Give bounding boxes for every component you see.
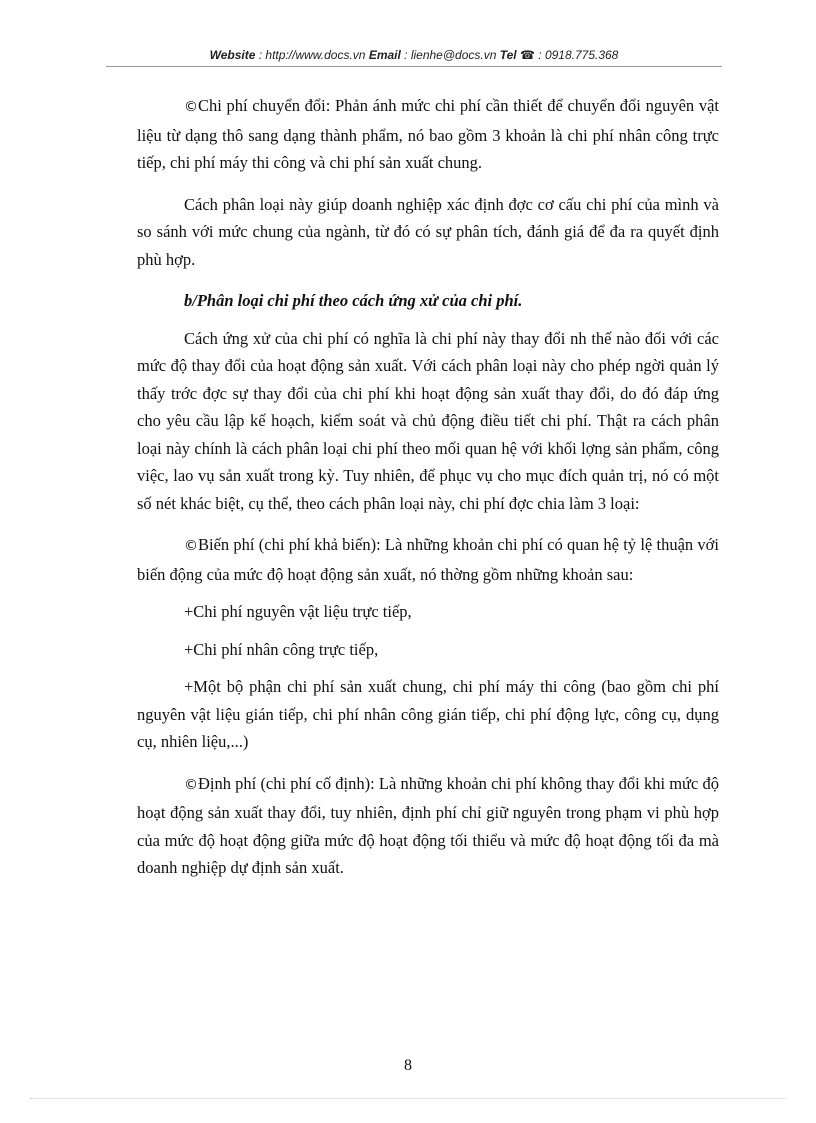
list-item: +Chi phí nhân công trực tiếp, <box>184 639 379 659</box>
footer-divider <box>30 1098 786 1099</box>
document-body <box>137 92 719 900</box>
website-label: Website <box>209 48 256 62</box>
paragraph-text: Chi phí chuyển đổi: Phản ánh mức chi phí cần thiết để chuyển đổi nguyên vật liệu từ dạng thô sang dạng thành phẩm, nó bao gồm 3 khoản là chi phí nhân công trực tiếp, chi phí máy thi công và chi phí sản xuất chung. <box>137 96 719 172</box>
paragraph-fixed-cost <box>137 770 719 882</box>
tel-number: : 0918.775.368 <box>534 48 619 62</box>
email-address[interactable]: : lienhe@docs.vn <box>400 48 500 62</box>
paragraph-variable-cost <box>137 531 719 588</box>
page-number: 8 <box>404 1057 412 1074</box>
copyright-bullet-icon: © <box>184 776 198 793</box>
paragraph-cost-behavior: Cách ứng xử của chi phí có nghĩa là chi phí này thay đổi nh thế nào đối với các mức độ thay đổi của hoạt động sản xuất. Với cách phân loại này cho phép ngời quản lý thấy trớc đợc sự thay đổi của chi phí khi hoạt động sản xuất thay đổi, do đó đáp ứng cho yêu cầu lập kế hoạch, kiểm soát và chủ động điều tiết chi phí. Thật ra cách phân loại này chính là cách phân loại chi phí theo mối quan hệ với khối lợng sản phẩm, công việc, lao vụ sản xuất trong kỳ. Tuy nhiên, để phục vụ cho mục đích quản trị, nó có một số nét khác biệt, cụ thể, theo cách phân loại này, chi phí đợc chia làm 3 loại: <box>137 328 719 513</box>
list-item: +Chi phí nguyên vật liệu trực tiếp, <box>184 602 412 621</box>
email-label: Email <box>368 48 401 62</box>
tel-label: Tel <box>499 48 517 62</box>
copyright-bullet-icon: © <box>184 538 198 554</box>
paragraph-text: Biến phí (chi phí khả biến): Là những khoản chi phí có quan hệ tỷ lệ thuận với biến động của mức độ hoạt động sản xuất, nó thờng gồm những khoản sau: <box>137 535 719 584</box>
website-url[interactable]: : http://www.docs.vn <box>255 48 369 62</box>
paragraph-classification-benefit: Cách phân loại này giúp doanh nghiệp xác định đợc cơ cấu chi phí của mình và so sánh với mức chung của ngành, từ đó có sự phân tích, đánh giá để đa ra quyết định phù hợp. <box>137 194 719 269</box>
paragraph-text: Định phí (chi phí cố định): Là những khoản chi phí không thay đổi khi mức độ hoạt động sản xuất thay đổi, tuy nhiên, định phí chỉ giữ nguyên trong phạm vi phù hợp của mức độ hoạt động giữa mức độ hoạt động tối thiểu và mức độ hoạt động tối đa mà doanh nghiệp dự định sản xuất. <box>137 773 719 877</box>
page-header <box>106 48 722 62</box>
section-heading: b/Phân loại chi phí theo cách ứng xử của chi phí. <box>184 291 523 310</box>
list-item: +Một bộ phận chi phí sản xuất chung, chi phí máy thi công (bao gồm chi phí nguyên vật liệu gián tiếp, chi phí nhân công gián tiếp, chi phí động lực, công cụ, dụng cụ, nhiên liệu,...) <box>137 677 719 751</box>
header-divider <box>106 66 722 67</box>
paragraph-conversion-cost <box>137 92 719 177</box>
phone-icon: ☎ <box>519 48 535 62</box>
copyright-bullet-icon: © <box>184 99 198 115</box>
